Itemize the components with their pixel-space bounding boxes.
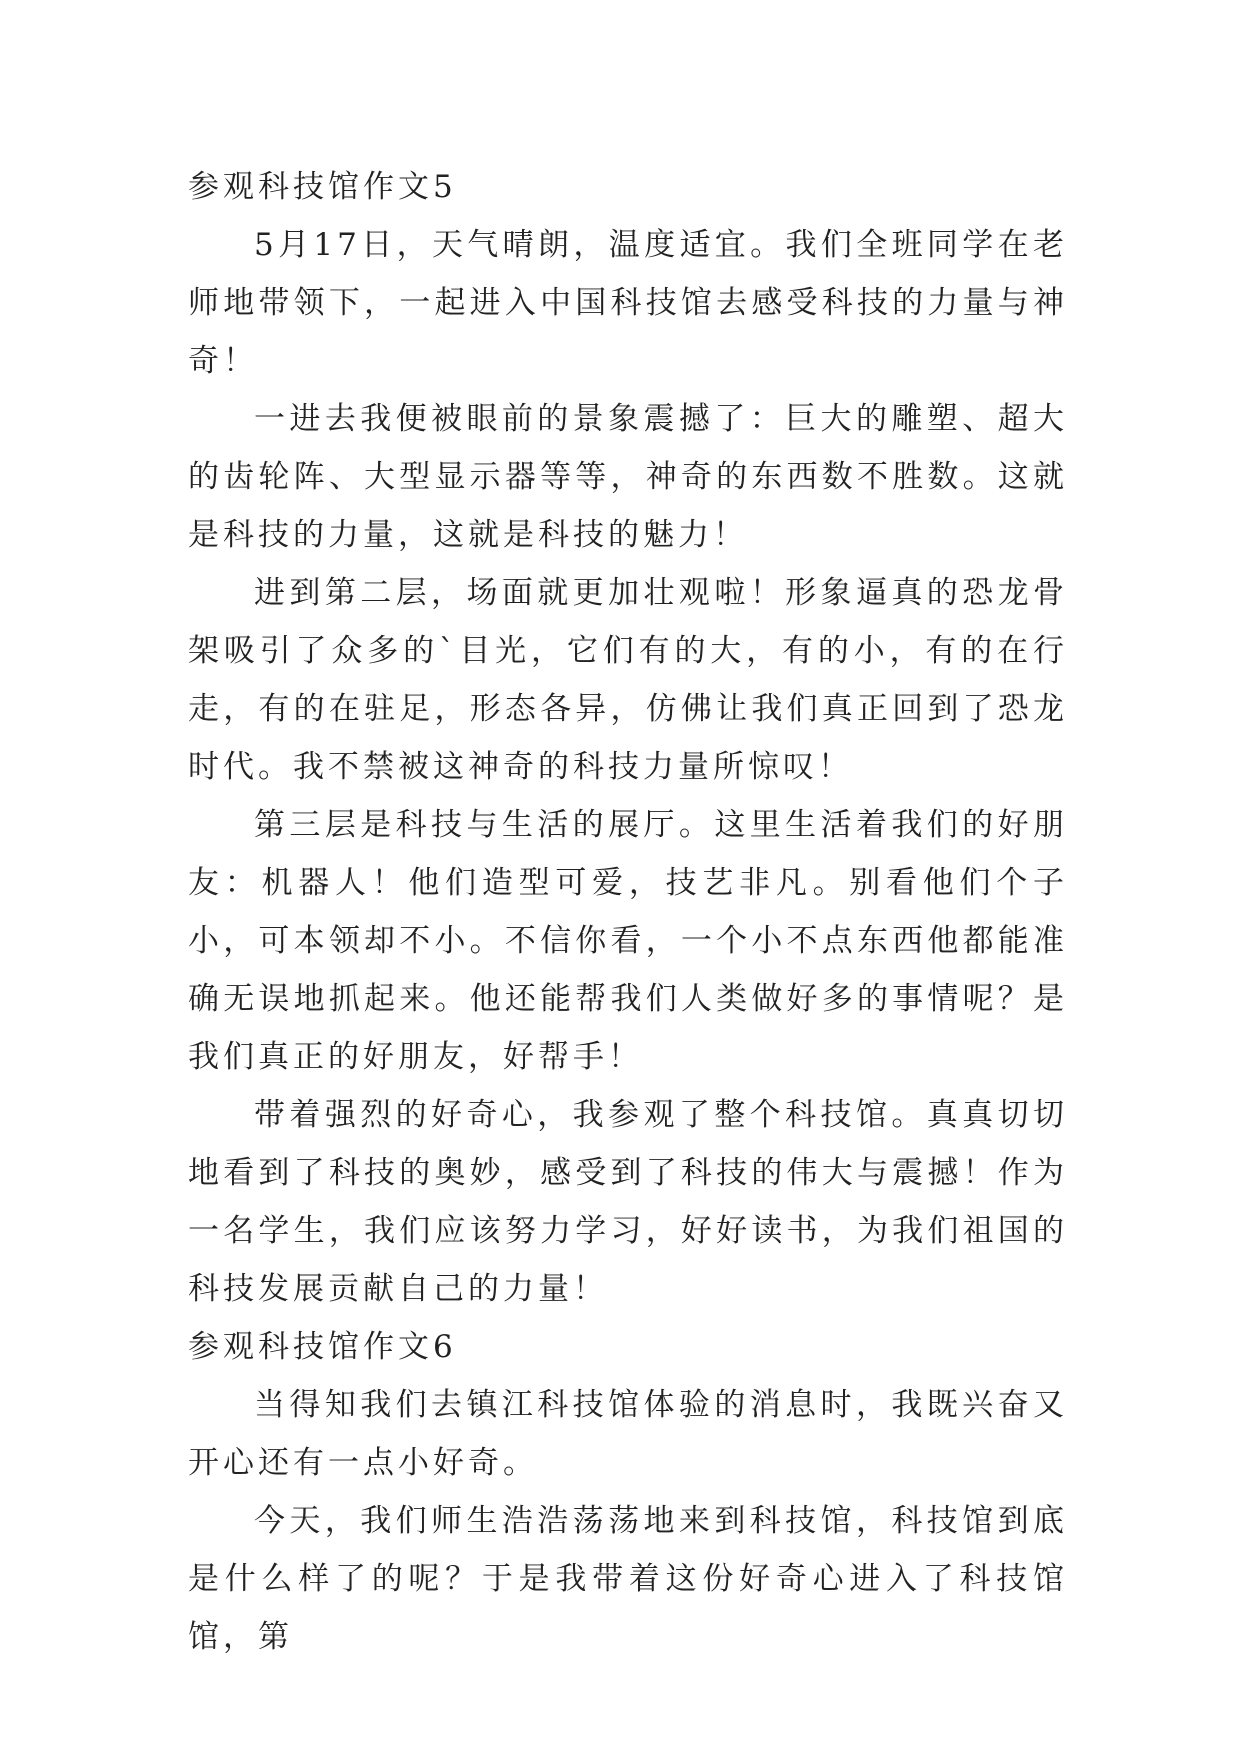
essay-paragraph: 今天，我们师生浩浩荡荡地来到科技馆，科技馆到底是什么样了的呢？于是我带着这份好奇心进入了科技馆馆，第 — [188, 1503, 1068, 1655]
essay-paragraph: 一进去我便被眼前的景象震撼了：巨大的雕塑、超大的齿轮阵、大型显示器等等，神奇的东西数不胜数。这就是科技的力量，这就是科技的魅力！ — [188, 401, 1068, 553]
essay-title: 参观科技馆作文5 — [188, 169, 457, 205]
essay-paragraph: 进到第二层，场面就更加壮观啦！形象逼真的恐龙骨架吸引了众多的`目光，它们有的大，有的小，有的在行走，有的在驻足，形态各异，仿佛让我们真正回到了恐龙时代。我不禁被这神奇的科技力量所惊叹！ — [188, 575, 1068, 785]
essay-section-5 — [188, 158, 1068, 1318]
essay-paragraph: 第三层是科技与生活的展厅。这里生活着我们的好朋友：机器人！他们造型可爱，技艺非凡。别看他们个子小，可本领却不小。不信你看，一个小不点东西他都能准确无误地抓起来。他还能帮我们人类做好多的事情呢？是我们真正的好朋友，好帮手！ — [188, 807, 1068, 1075]
essay-paragraph: 当得知我们去镇江科技馆体验的消息时，我既兴奋又开心还有一点小好奇。 — [188, 1387, 1068, 1481]
essay-title: 参观科技馆作文6 — [188, 1329, 457, 1365]
document-body — [188, 158, 1068, 1666]
essay-section-6 — [188, 1318, 1068, 1666]
essay-paragraph: 带着强烈的好奇心，我参观了整个科技馆。真真切切地看到了科技的奥妙，感受到了科技的伟大与震撼！作为一名学生，我们应该努力学习，好好读书，为我们祖国的科技发展贡献自己的力量！ — [188, 1097, 1068, 1307]
essay-paragraph: 5月17日，天气晴朗，温度适宜。我们全班同学在老师地带领下，一起进入中国科技馆去感受科技的力量与神奇！ — [188, 227, 1068, 379]
